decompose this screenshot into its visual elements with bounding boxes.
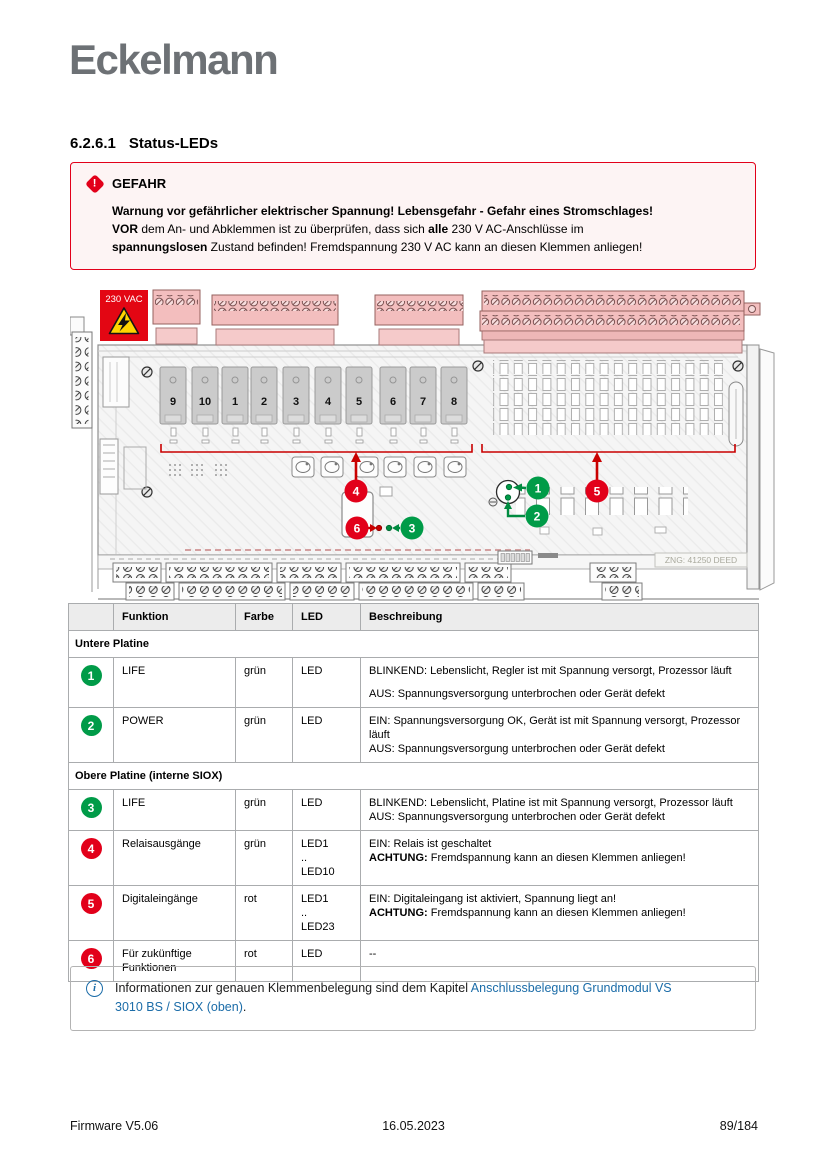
led-cell: LED	[293, 941, 361, 982]
header-funktion: Funktion	[114, 604, 236, 631]
funktion-cell: POWER	[114, 708, 236, 763]
header-beschreibung: Beschreibung	[361, 604, 759, 631]
funktion-cell: LIFE	[114, 658, 236, 708]
row-badge-2: 2	[81, 715, 102, 736]
callout-badge-5	[586, 480, 609, 503]
svg-text:3: 3	[292, 396, 300, 408]
beschreibung-cell: EIN: Digitaleingang ist aktiviert, Spannung liegt an! ACHTUNG: Fremdspannung kann an diesen Klemmen anliegen!	[361, 886, 759, 941]
svg-text:8: 8	[450, 396, 458, 408]
info-text: Informationen zur genauen Klemmenbelegung sind dem Kapitel	[115, 981, 471, 995]
section-number: 6.2.6.1	[70, 135, 116, 152]
header-farbe: Farbe	[236, 604, 293, 631]
farbe-cell: grün	[236, 658, 293, 708]
farbe-cell: rot	[236, 886, 293, 941]
section-title: Status-LEDs	[128, 135, 219, 152]
svg-text:2: 2	[260, 396, 268, 408]
section-untere-platine: Untere Platine	[69, 631, 759, 658]
svg-text:4: 4	[324, 396, 332, 408]
table-row	[69, 886, 759, 941]
svg-text:ZNG: 41250 DEED: ZNG: 41250 DEED	[664, 555, 738, 565]
beschreibung-cell: EIN: Spannungsversorgung OK, Gerät ist mit Spannung versorgt, Prozessor läuft AUS: Spannungsversorgung unterbrochen oder Gerät defekt	[361, 708, 759, 763]
row-badge-5: 5	[81, 893, 102, 914]
callout-badge-6	[346, 517, 369, 540]
siox-life-led	[386, 525, 391, 530]
callout-badge-2	[526, 505, 549, 528]
table-row	[69, 708, 759, 763]
status-led-table	[68, 603, 759, 982]
svg-text:9: 9	[169, 396, 177, 408]
svg-text:10: 10	[198, 396, 212, 408]
footer-page-number: 89/184	[719, 1119, 758, 1133]
funktion-cell: LIFE	[114, 790, 236, 831]
funktion-cell: Für zukünftige Funktionen	[114, 941, 236, 982]
section-heading	[70, 135, 218, 152]
svg-text:5: 5	[355, 396, 363, 408]
left-terminal-block	[70, 317, 92, 428]
header-led: LED	[293, 604, 361, 631]
svg-text:6: 6	[389, 396, 397, 408]
led-cell: LED1 .. LED23	[293, 886, 361, 941]
svg-text:2: 2	[533, 509, 541, 524]
danger-diamond-icon: !	[85, 174, 105, 194]
callout-badge-1	[527, 477, 550, 500]
svg-text:1: 1	[534, 481, 542, 496]
callout-badge-3	[401, 517, 424, 540]
led-cell: LED	[293, 658, 361, 708]
voltage-label: 230 VAC	[105, 294, 143, 305]
farbe-cell: grün	[236, 708, 293, 763]
section-obere-platine: Obere Platine (interne SIOX)	[69, 763, 759, 790]
svg-text:1: 1	[231, 396, 239, 408]
beschreibung-cell: BLINKEND: Lebenslicht, Platine ist mit Spannung versorgt, Prozessor läuft AUS: Spannungsversorgung unterbrochen oder Gerät defekt	[361, 790, 759, 831]
table-header-row	[69, 604, 759, 631]
callout-badge-4	[345, 480, 368, 503]
footer-firmware: Firmware V5.06	[70, 1119, 159, 1133]
top-230v-terminal-blocks	[153, 290, 760, 353]
power-led	[505, 495, 510, 500]
table-row	[69, 831, 759, 886]
info-icon: i	[86, 980, 103, 997]
chapter-link[interactable]: Anschlussbelegung Grundmodul VS 3010 BS / SIOX (oben)	[115, 981, 672, 1014]
farbe-cell: rot	[236, 941, 293, 982]
table-row	[69, 658, 759, 708]
eckelmann-logo: Eckelmann	[69, 36, 278, 83]
footer-date: 16.05.2023	[382, 1119, 445, 1133]
led-cell: LED	[293, 790, 361, 831]
info-box: i Informationen zur genauen Klemmenbelegung sind dem Kapitel Anschlussbelegung Grundmodul VS 3010 BS / SIOX (oben).	[70, 966, 756, 1031]
danger-warning-box	[70, 162, 756, 270]
svg-text:4: 4	[352, 484, 360, 499]
svg-text:6: 6	[353, 521, 361, 536]
danger-title: GEFAHR	[112, 176, 167, 191]
life-led	[506, 484, 511, 489]
row-badge-3: 3	[81, 797, 102, 818]
beschreibung-cell: --	[361, 941, 759, 982]
led-cell: LED1 .. LED10	[293, 831, 361, 886]
table-row	[69, 790, 759, 831]
future-led	[376, 525, 381, 530]
header-badge-col	[69, 604, 114, 631]
farbe-cell: grün	[236, 831, 293, 886]
board-diagram	[70, 287, 780, 602]
row-badge-1: 1	[81, 665, 102, 686]
row-badge-4: 4	[81, 838, 102, 859]
svg-text:5: 5	[593, 484, 601, 499]
led-cell: LED	[293, 708, 361, 763]
svg-text:7: 7	[419, 396, 427, 408]
beschreibung-cell: BLINKEND: Lebenslicht, Regler ist mit Spannung versorgt, Prozessor läuft AUS: Spannungsversorgung unterbrochen oder Gerät defekt	[361, 658, 759, 708]
svg-text:3: 3	[408, 521, 416, 536]
funktion-cell: Digitaleingänge	[114, 886, 236, 941]
farbe-cell: grün	[236, 790, 293, 831]
high-voltage-warning-label	[100, 290, 148, 341]
funktion-cell: Relaisausgänge	[114, 831, 236, 886]
drawing-number-label	[655, 553, 747, 567]
danger-text: Warnung vor gefährlicher elektrischer Spannung! Lebensgefahr - Gefahr eines Stromschlages! VOR dem An- und Abklemmen ist zu überprüfen, dass sich alle 230 V AC-Anschlüsse im spannungslosen Zustand befinden! Fremdspannung 230 V AC kann an diesen Klemmen anliegen!	[112, 204, 654, 254]
beschreibung-cell: EIN: Relais ist geschaltet ACHTUNG: Fremdspannung kann an diesen Klemmen anliegen!	[361, 831, 759, 886]
row-badge-6: 6	[81, 948, 102, 969]
